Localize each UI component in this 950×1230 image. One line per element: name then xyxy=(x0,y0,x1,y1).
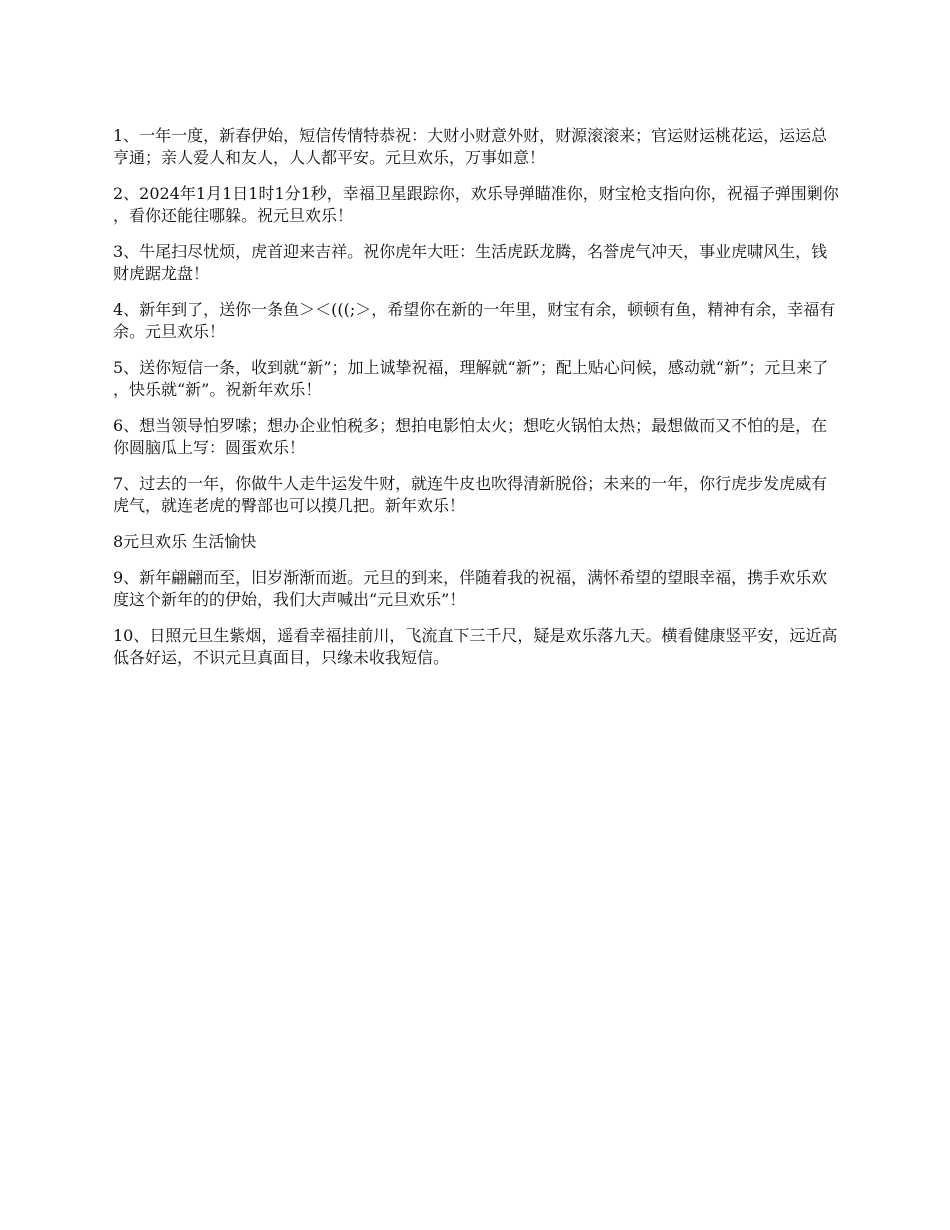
document-body xyxy=(113,125,843,683)
paragraph-9: 9、新年翩翩而至，旧岁渐渐而逝。元旦的到来，伴随着我的祝福，满怀希望的望眼幸福，携手欢乐欢度这个新年的的伊始，我们大声喊出“元旦欢乐”！ xyxy=(113,568,828,609)
paragraph-1: 1、一年一度，新春伊始，短信传情特恭祝：大财小财意外财，财源滚滚来；官运财运桃花运，运运总亨通；亲人爱人和友人，人人都平安。元旦欢乐，万事如意！ xyxy=(113,126,828,167)
paragraph-4: 4、新年到了，送你一条鱼＞＜(((;＞，希望你在新的一年里，财宝有余，顿顿有鱼，精神有余，幸福有余。元旦欢乐！ xyxy=(113,300,836,341)
paragraph-10: 10、日照元旦生紫烟，遥看幸福挂前川，飞流直下三千尺，疑是欢乐落九天。横看健康竖平安，远近高低各好运，不识元旦真面目，只缘未收我短信。 xyxy=(113,626,838,667)
paragraph-6: 6、想当领导怕罗嗦；想办企业怕税多；想拍电影怕太火；想吃火锅怕太热；最想做而又不怕的是，在你圆脑瓜上写：圆蛋欢乐！ xyxy=(113,416,828,457)
paragraph-8: 8元旦欢乐 生活愉快 xyxy=(113,532,257,551)
paragraph-2: 2、2024年1月1日1时1分1秒，幸福卫星跟踪你，欢乐导弹瞄准你，财宝枪支指向你，祝福子弹围剿你，看你还能往哪躲。祝元旦欢乐！ xyxy=(113,184,839,225)
paragraph-7: 7、过去的一年，你做牛人走牛运发牛财，就连牛皮也吹得清新脱俗；未来的一年，你行虎步发虎威有虎气，就连老虎的臀部也可以摸几把。新年欢乐！ xyxy=(113,474,828,515)
paragraph-3: 3、牛尾扫尽忧烦，虎首迎来吉祥。祝你虎年大旺：生活虎跃龙腾，名誉虎气冲天，事业虎啸风生，钱财虎踞龙盘！ xyxy=(113,242,828,283)
paragraph-5: 5、送你短信一条，收到就“新”；加上诚挚祝福，理解就“新”；配上贴心问候，感动就“新”；元旦来了，快乐就“新”。祝新年欢乐！ xyxy=(113,358,829,399)
